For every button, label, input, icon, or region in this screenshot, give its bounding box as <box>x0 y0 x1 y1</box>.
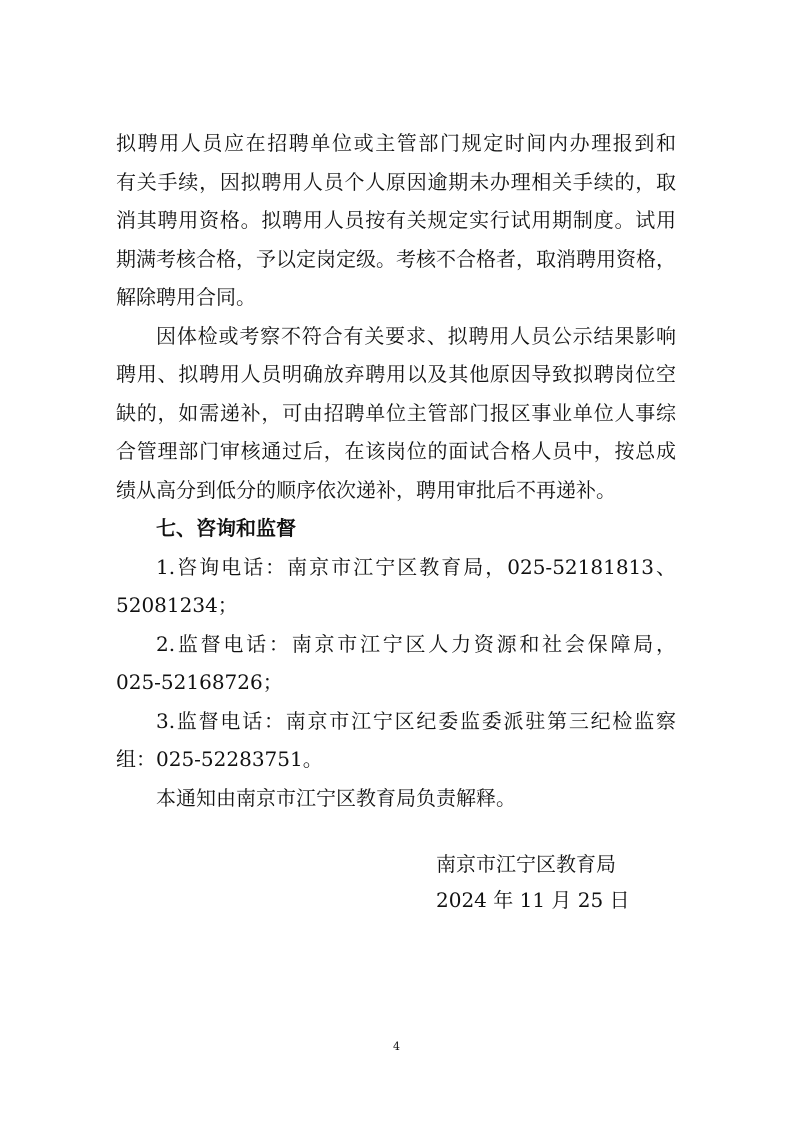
paragraph-line: 因体检或考察不符合有关要求、拟聘用人员公示结果影响 <box>156 323 676 348</box>
signature-organization: 南京市江宁区教育局 <box>436 852 616 876</box>
paragraph-line: 合管理部门审核通过后，在该岗位的面试合格人员中，按总成 <box>116 439 676 463</box>
section-heading: 七、咨询和监督 <box>156 516 296 540</box>
contact-line: 025-52168726； <box>116 670 283 694</box>
paragraph-line: 绩从高分到低分的顺序依次递补，聘用审批后不再递补。 <box>116 477 616 502</box>
paragraph-line: 聘用、拟聘用人员明确放弃聘用以及其他原因导致拟聘岗位空 <box>116 362 676 386</box>
contact-line: 52081234； <box>116 593 238 617</box>
paragraph-line: 缺的，如需递补，可由招聘单位主管部门报区事业单位人事综 <box>116 400 676 425</box>
paragraph-line: 期满考核合格，予以定岗定级。考核不合格者，取消聘用资格， <box>116 246 676 271</box>
contact-line: 1.咨询电话：南京市江宁区教育局，025-52181813、 <box>156 554 676 579</box>
signature-date: 2024 年 11 月 25 日 <box>436 888 630 912</box>
contact-line: 组：025-52283751。 <box>116 747 323 771</box>
paragraph-line: 解除聘用合同。 <box>116 285 256 309</box>
paragraph-line: 有关手续，因拟聘用人员个人原因逾期未办理相关手续的，取 <box>116 169 676 194</box>
page-number: 4 <box>393 1040 400 1053</box>
contact-line: 2.监督电话：南京市江宁区人力资源和社会保障局， <box>156 631 676 656</box>
closing-note: 本通知由南京市江宁区教育局负责解释。 <box>156 785 516 810</box>
paragraph-line: 消其聘用资格。拟聘用人员按有关规定实行试用期制度。试用 <box>116 208 676 232</box>
document-body <box>116 124 676 817</box>
contact-line: 3.监督电话：南京市江宁区纪委监委派驻第三纪检监察 <box>156 708 676 733</box>
paragraph-line: 拟聘用人员应在招聘单位或主管部门规定时间内办理报到和 <box>116 131 676 155</box>
